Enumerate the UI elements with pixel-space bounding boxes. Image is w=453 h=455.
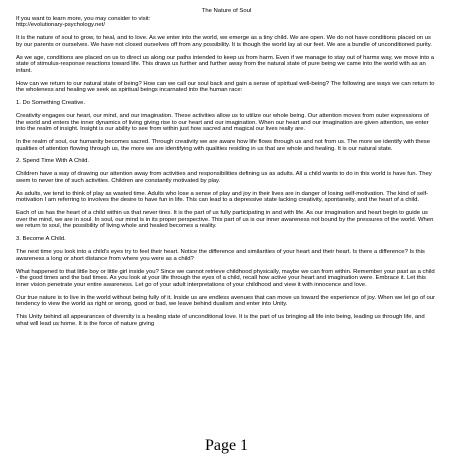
section-heading-2: 2. Spend Time With A Child. (16, 158, 90, 165)
section-heading-1: 1. Do Something Creative. (16, 100, 86, 107)
paragraph: The next time you look into a child's eyes try to feel their heart. Notice the difference and similarities of your heart and their heart. Is there a difference? Is this awareness a long or short distance from where you were as a child? (16, 249, 425, 262)
document-title: The Nature of Soul (201, 8, 252, 14)
paragraph: This Unity behind all appearances of diversity is a healing state of unconditional love. It is the part of us bringing all life into being, leading us through life, and what will lead us home. It is the force of nature giving (16, 314, 425, 327)
paragraph: How can we return to our natural state of being? How can we call our soul back and gain a sense of spiritual well-being? The following are ways we can return to the wholeness and healing we seek as spiritual beings incarnated into the human race: (16, 80, 435, 94)
paragraph: What happened to that little boy or little girl inside you? Since we cannot retrieve childhood physically, maybe we can from within. Remember your past as a child - the good times and the bad times. As you look at your life through the eyes of a child, recall how active your heart and imagination were. Embrace it. Let this inner vision penetrate your entire awareness. Let go of your adult interpretations of your childhood and view it with innocence and love. (16, 268, 435, 288)
paragraph: As adults, we tend to think of play as wasted time. Adults who lose a sense of play and joy in their lives are in danger of losing self-motivation. The kind of self-motivation I am referring to involves the desire to have fun in life. This can lead to a depressive state lacking creativity, spontaneity, and the heart of a child. (16, 190, 429, 204)
intro-link[interactable]: http://evolutionary-psychology.net/ (16, 22, 105, 29)
paragraph: It is the nature of soul to grow, to heal, and to love. As we enter into the world, we emerge as a tiny child. We are open. We do not have conditions placed on us by our parents or ourselves. We have not closed ourselves off from any possibility. It is though the world lay at our feet. We are a bundle of unconditioned purity. (16, 35, 432, 48)
paragraph: Children have a way of drawing our attention away from activities and responsibilities defining us as adults. All a child wants to do in this world is have fun. They seem to never tire of such activities. Children are constantly motivated by play. (16, 171, 432, 184)
intro-text: If you want to learn more, you may consider to visit: (16, 15, 151, 22)
paragraph: Our true nature is to live in the world without being fully of it. Inside us are endless avenues that can move us toward the experience of joy. When we let go of our tendency to view the world as right or wrong, good or bad, we leave behind dualism and enter into Unity. (16, 294, 436, 308)
paragraph: In the realm of soul, our humanity becomes sacred. Through creativity we are aware how life flows through us and not from us. The more we identify with these qualities of attention flowing through us, the more we are identifying with qualities residing in us that are whole and healing. It is our natural state. (16, 139, 430, 152)
paragraph: Each of us has the heart of a child within us that never tires. It is the part of us fully participating in and with life. As our imagination and heart begin to guide us over the mind, we are in soul. In soul, our mind is in its proper perspective. This part of us is our inner awareness not bound by the pressures of the world. When we return to soul, the possibility of living whole and healed becomes a reality. (16, 210, 434, 230)
paragraph: As we age, conditions are placed on us to direct us along our paths intended to keep us from harm. Even if we manage to stay out of harms way, we move into a state of stimulus-response reactions toward life. This draws us further and further away from the natural state of pure being we came into the world with as an infant. (16, 54, 435, 74)
paragraph: Creativity engages our heart, our mind, and our imagination. These activities allow us to utilize our whole being. Our attention moves from outer expressions of the world and enters the inner dynamics of living giving rise to our heart and our imagination. When our heart and our imagination are given attention, we enter into the realm of insight. Insight is our ability to see from within just how sacred and magical our lives really are. (16, 112, 429, 133)
section-heading-3: 3. Become A Child. (16, 236, 66, 243)
page-number: Page 1 (204, 437, 249, 454)
